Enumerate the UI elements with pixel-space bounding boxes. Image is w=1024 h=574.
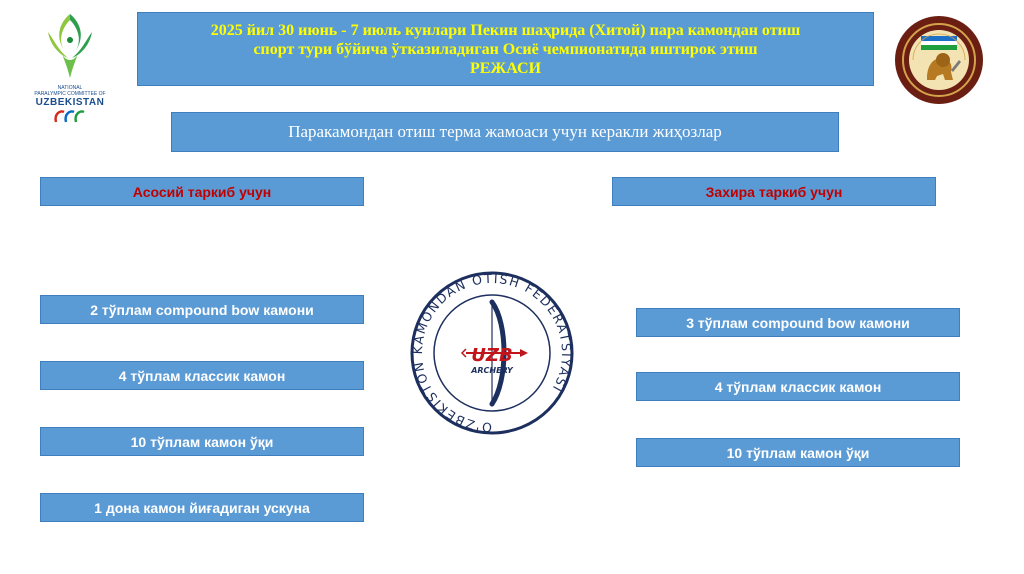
- reserve-team-item-label: 3 тўплам compound bow камони: [686, 314, 910, 331]
- reserve-team-header-label: Захира таркиб учун: [705, 183, 843, 200]
- reserve-team-item: [636, 372, 960, 401]
- main-team-item: [40, 493, 364, 522]
- reserve-team-item-label: 4 тўплам классик камон: [714, 378, 882, 395]
- main-team-item: [40, 361, 364, 390]
- plan-title-line-2: спорт тури бўйича ўтказиладиган Осиё чемпионатида иштирок этиш: [253, 40, 758, 58]
- main-team-item-label: 1 дона камон йиғадиган ускуна: [94, 499, 310, 516]
- main-team-header: [40, 177, 364, 206]
- main-team-item-label: 2 тўплам compound bow камони: [90, 301, 314, 318]
- main-team-item: [40, 427, 364, 456]
- plan-title-line-1: 2025 йил 30 июнь - 7 июль кунлари Пекин шаҳрида (Хитой) пара камондан отиш: [210, 21, 801, 39]
- main-team-header-label: Асосий таркиб учун: [132, 183, 272, 200]
- main-team-item-label: 4 тўплам классик камон: [118, 367, 286, 384]
- logo-ring-text: O'ZBEKISTON KAMONDAN OTISH FEDERATSIYASI: [409, 270, 575, 436]
- logo-uzb-text: UZB: [471, 345, 513, 366]
- paralympic-committee-logo: [18, 10, 122, 122]
- federation-emblem-lion-icon: [893, 14, 985, 106]
- reserve-team-item-label: 10 тўплам камон ўқи: [726, 444, 870, 461]
- reserve-team-item: [636, 438, 960, 467]
- archery-bow-icon: [408, 268, 576, 438]
- logo-line-uzbekistan: UZBEKISTAN: [35, 97, 105, 108]
- main-team-item: [40, 295, 364, 324]
- equipment-subtitle-text: Паракамондан отиш терма жамоаси учун керакли жиҳозлар: [288, 122, 722, 141]
- logo-line-national: NATIONAL: [57, 85, 83, 91]
- archery-federation-logo: [408, 268, 576, 438]
- paralympic-committee-logo-icon: [18, 10, 122, 82]
- plan-title-line-3: РЕЖАСИ: [469, 59, 542, 77]
- reserve-team-header: [612, 177, 936, 206]
- reserve-team-item: [636, 308, 960, 337]
- federation-emblem: [893, 14, 985, 106]
- plan-title: [137, 12, 874, 86]
- logo-archery-text: ARCHERY: [471, 366, 513, 375]
- logo-line-committee: PARALYMPIC COMMITTEE OF: [34, 91, 106, 97]
- agitos-icon: [18, 108, 122, 126]
- equipment-subtitle: [171, 112, 839, 152]
- main-team-item-label: 10 тўплам камон ўқи: [130, 433, 274, 450]
